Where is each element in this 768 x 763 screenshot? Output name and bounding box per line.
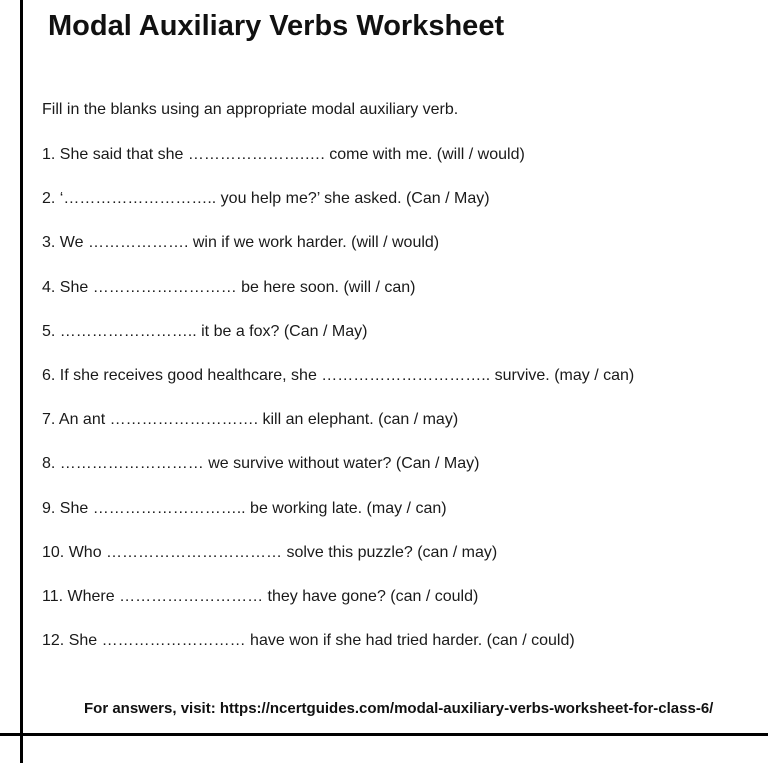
question-11: 11. Where ……………………… they have gone? (can / could) (42, 587, 479, 605)
question-7: 7. An ant ………………………. kill an elephant. (can / may) (42, 411, 459, 429)
instructions-text: Fill in the blanks using an appropriate modal auxiliary verb. (42, 101, 459, 118)
answers-link-text: For answers, visit: https://ncertguides.com/modal-auxiliary-verbs-worksheet-for-class-6/ (84, 700, 714, 717)
question-6: 6. If she receives good healthcare, she ………………………….. survive. (may / can) (42, 366, 635, 384)
question-8: 8. ……………………… we survive without water? (Can / May) (42, 455, 480, 473)
worksheet-title: Modal Auxiliary Verbs Worksheet (48, 10, 505, 42)
question-12: 12. She ……………………… have won if she had tried harder. (can / could) (42, 632, 575, 650)
left-margin-rule (20, 0, 23, 763)
question-5: 5. …………………….. it be a fox? (Can / May) (42, 322, 368, 340)
question-10: 10. Who …………………………… solve this puzzle? (can / may) (42, 543, 498, 561)
question-9: 9. She ……………………….. be working late. (may / can) (42, 499, 447, 517)
bottom-rule (0, 733, 768, 736)
question-3: 3. We ………………. win if we work harder. (will / would) (42, 234, 440, 252)
question-2: 2. ‘……………………….. you help me?’ she asked. (Can / May) (42, 190, 490, 208)
question-1: 1. She said that she ………………….…. come with me. (will / would) (42, 146, 525, 163)
question-list (42, 145, 634, 675)
question-4: 4. She ……………………… be here soon. (will / can) (42, 278, 416, 296)
